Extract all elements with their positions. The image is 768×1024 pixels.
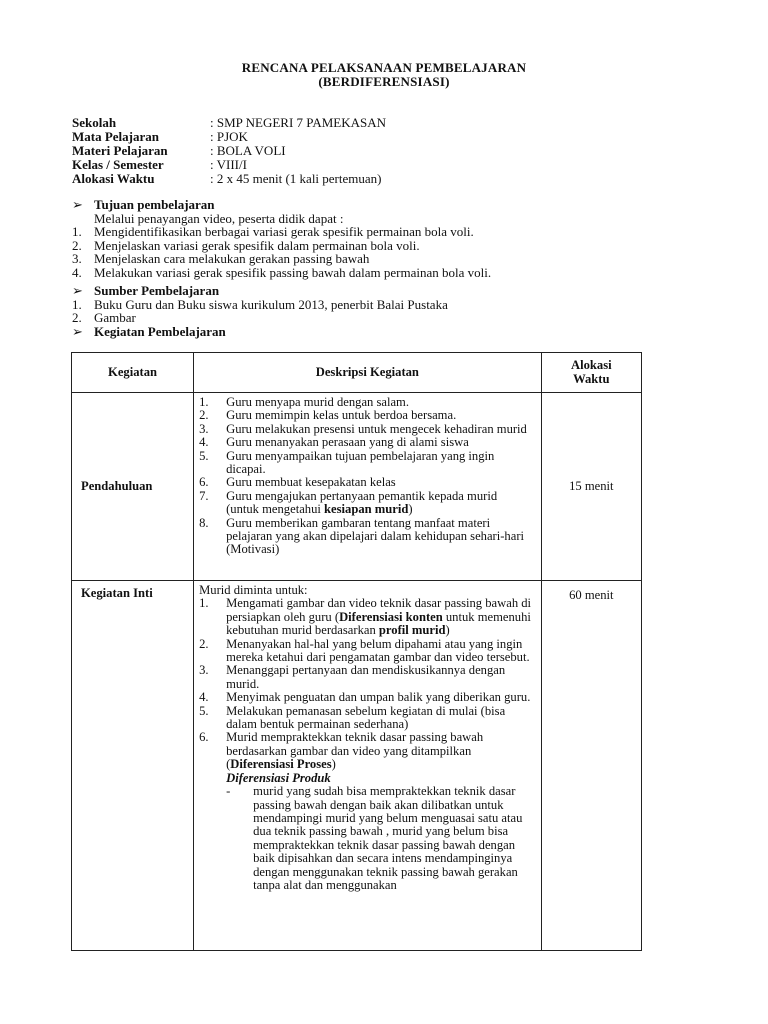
list-text: Guru menyampaikan tujuan pembelajaran yang ingin dicapai. [226,448,495,477]
list-item [72,252,491,266]
table-row [72,393,642,581]
list-number: 3. [199,421,209,436]
list-text: Gambar [94,310,136,326]
list-item [199,705,533,732]
list-number: 1. [72,224,82,240]
info-label: Sekolah [72,115,117,130]
list-item [72,266,491,280]
info-value: : SMP NEGERI 7 PAMEKASAN [210,115,387,130]
row-label-inti: Kegiatan Inti [72,581,194,951]
row-time: 60 menit [541,581,641,951]
activity-table [71,352,642,951]
list-text: Menyimak penguatan dan umpan balik yang diberikan guru. [226,690,531,705]
list-number: 3. [72,251,82,267]
list-item [72,239,491,253]
list-text: Menjelaskan variasi gerak spesifik dalam permainan bola voli. [94,237,420,253]
list-number: 3. [199,663,209,678]
text-run: ) [331,757,336,772]
section-kegiatan [72,325,226,339]
produk-heading: Diferensiasi Produk [226,770,331,785]
text-run: ) [408,502,413,517]
list-text: Guru memberikan gambaran tentang manfaat materi pelajaran yang akan dipelajari dalam kehidupan sehari-hari (Motivasi) [226,515,525,557]
produk-item [226,785,533,892]
row-description [194,393,542,581]
list-number: 2. [72,237,82,253]
text-run: Murid mempraktekkan teknik dasar passing bawah berdasarkan gambar dan video yang ditampilkan ( [226,730,484,772]
info-row-kelas [72,158,386,172]
column-header-alokasi [541,353,641,393]
column-header-kegiatan: Kegiatan [72,353,194,393]
identity-block [72,116,386,186]
list-text: Guru memimpin kelas untuk berdoa bersama. [226,408,457,423]
section-tujuan [72,198,491,280]
info-value: : VIII/I [210,157,247,172]
text-run: untuk memenuhi kebutuhan murid berdasarkan [226,609,531,638]
list-item [199,436,533,449]
info-value: : BOLA VOLI [210,143,286,158]
emphasis-text: profil murid [378,623,446,638]
row-time: 15 menit [541,393,641,581]
section-heading: Tujuan pembelajaran [94,197,215,212]
list-text: Guru menanyakan perasaan yang di alami siswa [226,435,469,450]
produk-text: murid yang sudah bisa mempraktekkan teknik dasar passing bawah dengan baik akan dilibatkan untuk mendampingi murid yang belum menguasai satu atau dua teknik passing bawah , murid yang belum bisa mempraktekkan teknik dasar passing bawah dengan baik dipisahkan dan secara intens mendampinginya dengan menggunakan teknik passing bawah gerakan tanpa alat dan menggunakan [253,784,523,892]
emphasis-text: kesiapan murid [324,502,409,517]
list-number: 4. [199,690,209,705]
list-item [199,731,533,771]
arrow-bullet-icon: ➢ [72,197,83,212]
list-text: Melakukan pemanasan sebelum kegiatan di mulai (bisa dalam bentuk permainan sederhana) [226,703,506,732]
dash-bullet: - [226,784,231,799]
info-label: Materi Pelajaran [72,143,168,158]
section-intro: Melalui penayangan video, peserta didik dapat : [94,210,344,226]
list-text: Guru membuat kesepakatan kelas [226,475,396,490]
alokasi-header-line2: Waktu [573,371,610,386]
info-label: Kelas / Semester [72,157,164,172]
list-item [199,396,533,409]
list-item [199,450,533,477]
list-number: 6. [199,730,209,745]
arrow-bullet-icon: ➢ [72,324,83,339]
info-row-materi [72,144,386,158]
list-text: Mengidentifikasikan berbagai variasi gerak spesifik permainan bola voli. [94,224,474,240]
list-number: 6. [199,475,209,490]
row-description [194,581,542,951]
text-run: ) [445,623,450,638]
info-label: Mata Pelajaran [72,129,160,144]
list-number: 4. [199,435,209,450]
list-item [199,517,533,557]
document-subtitle: (BERDIFERENSIASI) [318,74,450,89]
list-number: 2. [72,310,82,326]
list-text: Guru menyapa murid dengan salam. [226,395,409,409]
arrow-bullet-icon: ➢ [72,283,83,298]
info-value: : 2 x 45 menit (1 kali pertemuan) [210,171,382,186]
list-text: Menanggapi pertanyaan dan mendiskusikannya dengan murid. [226,663,506,691]
emphasis-text: Diferensiasi Proses [230,757,332,772]
list-text: Menjelaskan cara melakukan gerakan passing bawah [94,251,370,267]
list-number: 1. [72,296,82,312]
info-row-mapel [72,130,386,144]
list-number: 1. [199,395,209,409]
list-item [199,664,533,691]
section-heading: Kegiatan Pembelajaran [94,324,226,339]
section-heading: Sumber Pembelajaran [94,283,220,298]
produk-block [199,772,533,893]
list-text: Menanyakan hal-hal yang belum dipahami atau yang ingin mereka ketahui dari pengamatan gambar dan video tersebut. [226,636,530,665]
info-label: Alokasi Waktu [72,171,155,186]
document-title: RENCANA PELAKSANAAN PEMBELAJARAN [241,60,527,75]
list-number: 5. [199,448,209,463]
list-number: 5. [199,703,209,718]
info-row-alokasi [72,172,386,186]
list-item [199,490,533,517]
list-item [199,423,533,436]
list-text [226,597,533,637]
list-item [199,597,533,637]
list-item [72,311,448,325]
alokasi-header-line1: Alokasi [571,358,612,373]
text-run: Guru mengajukan pertanyaan pemantik kepada murid (untuk mengetahui [226,488,498,517]
table-header-row [72,353,642,393]
list-number: 2. [199,408,209,423]
info-row-sekolah [72,116,386,130]
list-item [199,638,533,665]
column-header-deskripsi: Deskripsi Kegiatan [194,353,542,393]
list-text: Buku Guru dan Buku siswa kurikulum 2013, penerbit Balai Pustaka [94,296,448,312]
inti-intro: Murid diminta untuk: [199,583,308,597]
list-item [72,298,448,312]
list-number: 7. [199,488,209,503]
list-text: Melakukan variasi gerak spesifik passing bawah dalam permainan bola voli. [94,264,492,280]
table-row [72,581,642,951]
info-value: : PJOK [210,129,248,144]
section-sumber [72,284,448,325]
list-text [226,731,533,771]
list-item [72,225,491,239]
list-number: 1. [199,596,209,611]
list-item [199,476,533,489]
list-number: 2. [199,636,209,651]
list-number: 4. [72,264,82,280]
list-number: 8. [199,515,209,530]
list-item [199,409,533,422]
text-run: Mengamati gambar dan video teknik dasar passing bawah di persiapkan oleh guru ( [226,596,532,624]
list-text: Guru melakukan presensi untuk mengecek kehadiran murid [226,421,527,436]
emphasis-text: Diferensiasi konten [339,609,443,624]
row-label-pendahuluan: Pendahuluan [72,393,194,581]
list-item [199,691,533,704]
list-text [226,490,533,517]
